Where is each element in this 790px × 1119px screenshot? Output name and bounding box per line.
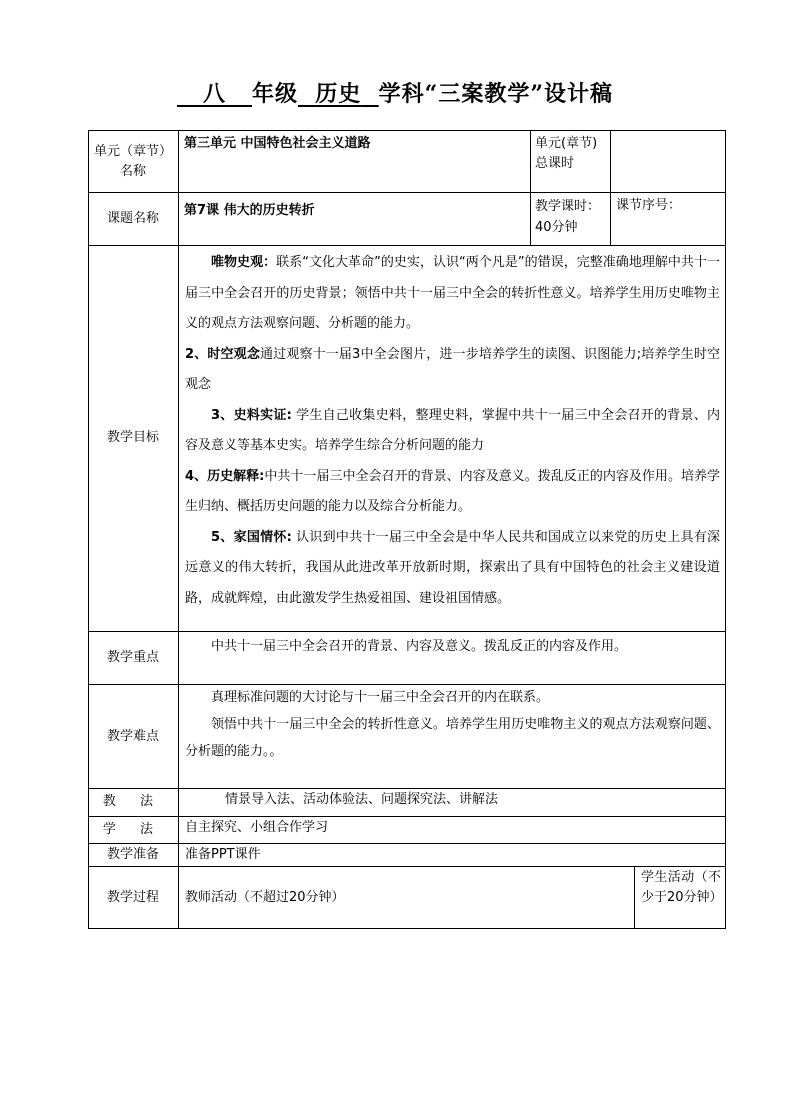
objective-item: 唯物史观：联系“文化大革命”的史实，认识“两个凡是”的错误，完整准确地理解中共十一届三中全会召开的历史背景；领悟中共十一届三中全会的转折性意义。培养学生用历史唯物主义的观点方法观察问题、分析题的能力。	[185, 255, 720, 331]
lesson-time-label: 教学课时：	[535, 199, 601, 214]
unit-value: 第三单元 中国特色社会主义道路	[184, 136, 371, 151]
key-text: 中共十一届三中全会召开的背景、内容及意义。拨乱反正的内容及作用。	[211, 639, 628, 654]
difficulty-content	[185, 684, 720, 765]
difficulty-line: 领悟中共十一届三中全会的转折性意义。培养学生用历史唯物主义的观点方法观察问题、分析题的能力。。	[185, 717, 720, 759]
objective-item: 5、家国情怀: 认识到中共十一届三中全会是中华人民共和国成立以来党的历史上具有深远意义的伟大转折，我国从此进改革开放新时期，探索出了具有中国特色的社会主义建设道路，成就辉煌，由此激发学生热爱祖国、建设祖国情感。	[185, 529, 721, 606]
prep-label: 教学准备	[106, 847, 159, 862]
title-subject: 历史	[315, 81, 362, 107]
lesson-label: 课题名称	[106, 211, 159, 226]
lesson-time	[535, 196, 607, 238]
title-rest: 学科“三案教学”设计稿	[378, 81, 613, 107]
process-label: 教学过程	[106, 889, 159, 905]
key-label: 教学重点	[106, 650, 159, 665]
method-teach-label: 教 法	[102, 794, 164, 809]
objectives-content	[185, 248, 720, 614]
section-no-label: 课节序号：	[616, 198, 682, 213]
method-learn-label: 学 法	[102, 822, 164, 837]
title-grade: 八	[202, 81, 226, 107]
method-teach-text: 情景导入法、活动体验法、问题探究法、讲解法	[225, 792, 499, 807]
objective-item: 4、历史解释:中共十一届三中全会召开的背景、内容及意义。拨乱反正的内容及作用。培养学生归纳、概括历史问题的能力以及综合分析能力。	[185, 468, 721, 514]
unit-hours-label: 单元(章节)总课时	[535, 136, 598, 171]
unit-label: 单元（章节）名称	[93, 144, 172, 179]
objective-item: 2、时空观念通过观察十一届3中全会图片，进一步培养学生的读图、识图能力;培养学生时空观念	[185, 346, 720, 392]
lesson-time-value: 40分钟	[535, 220, 578, 235]
method-learn-text: 自主探究、小组合作学习	[185, 820, 329, 835]
key-content	[185, 632, 720, 663]
difficulty-label: 教学难点	[106, 728, 159, 744]
objectives-label: 教学目标	[106, 430, 159, 445]
teacher-activity: 教师活动（不超过20分钟）	[185, 890, 345, 905]
student-activity: 学生活动（不少于20分钟）	[641, 870, 723, 905]
lesson-value: 第7课 伟大的历史转折	[184, 203, 315, 218]
prep-text: 准备PPT课件	[185, 847, 261, 862]
title-grade-suffix: 年级	[251, 81, 298, 107]
difficulty-line: 真理标准问题的大讨论与十一届三中全会召开的内在联系。	[211, 690, 550, 705]
objective-item: 3、史料实证: 学生自己收集史料，整理史料，掌握中共十一届三中全会召开的背景、内容及意义等基本史实。培养学生综合分析问题的能力	[185, 407, 721, 453]
